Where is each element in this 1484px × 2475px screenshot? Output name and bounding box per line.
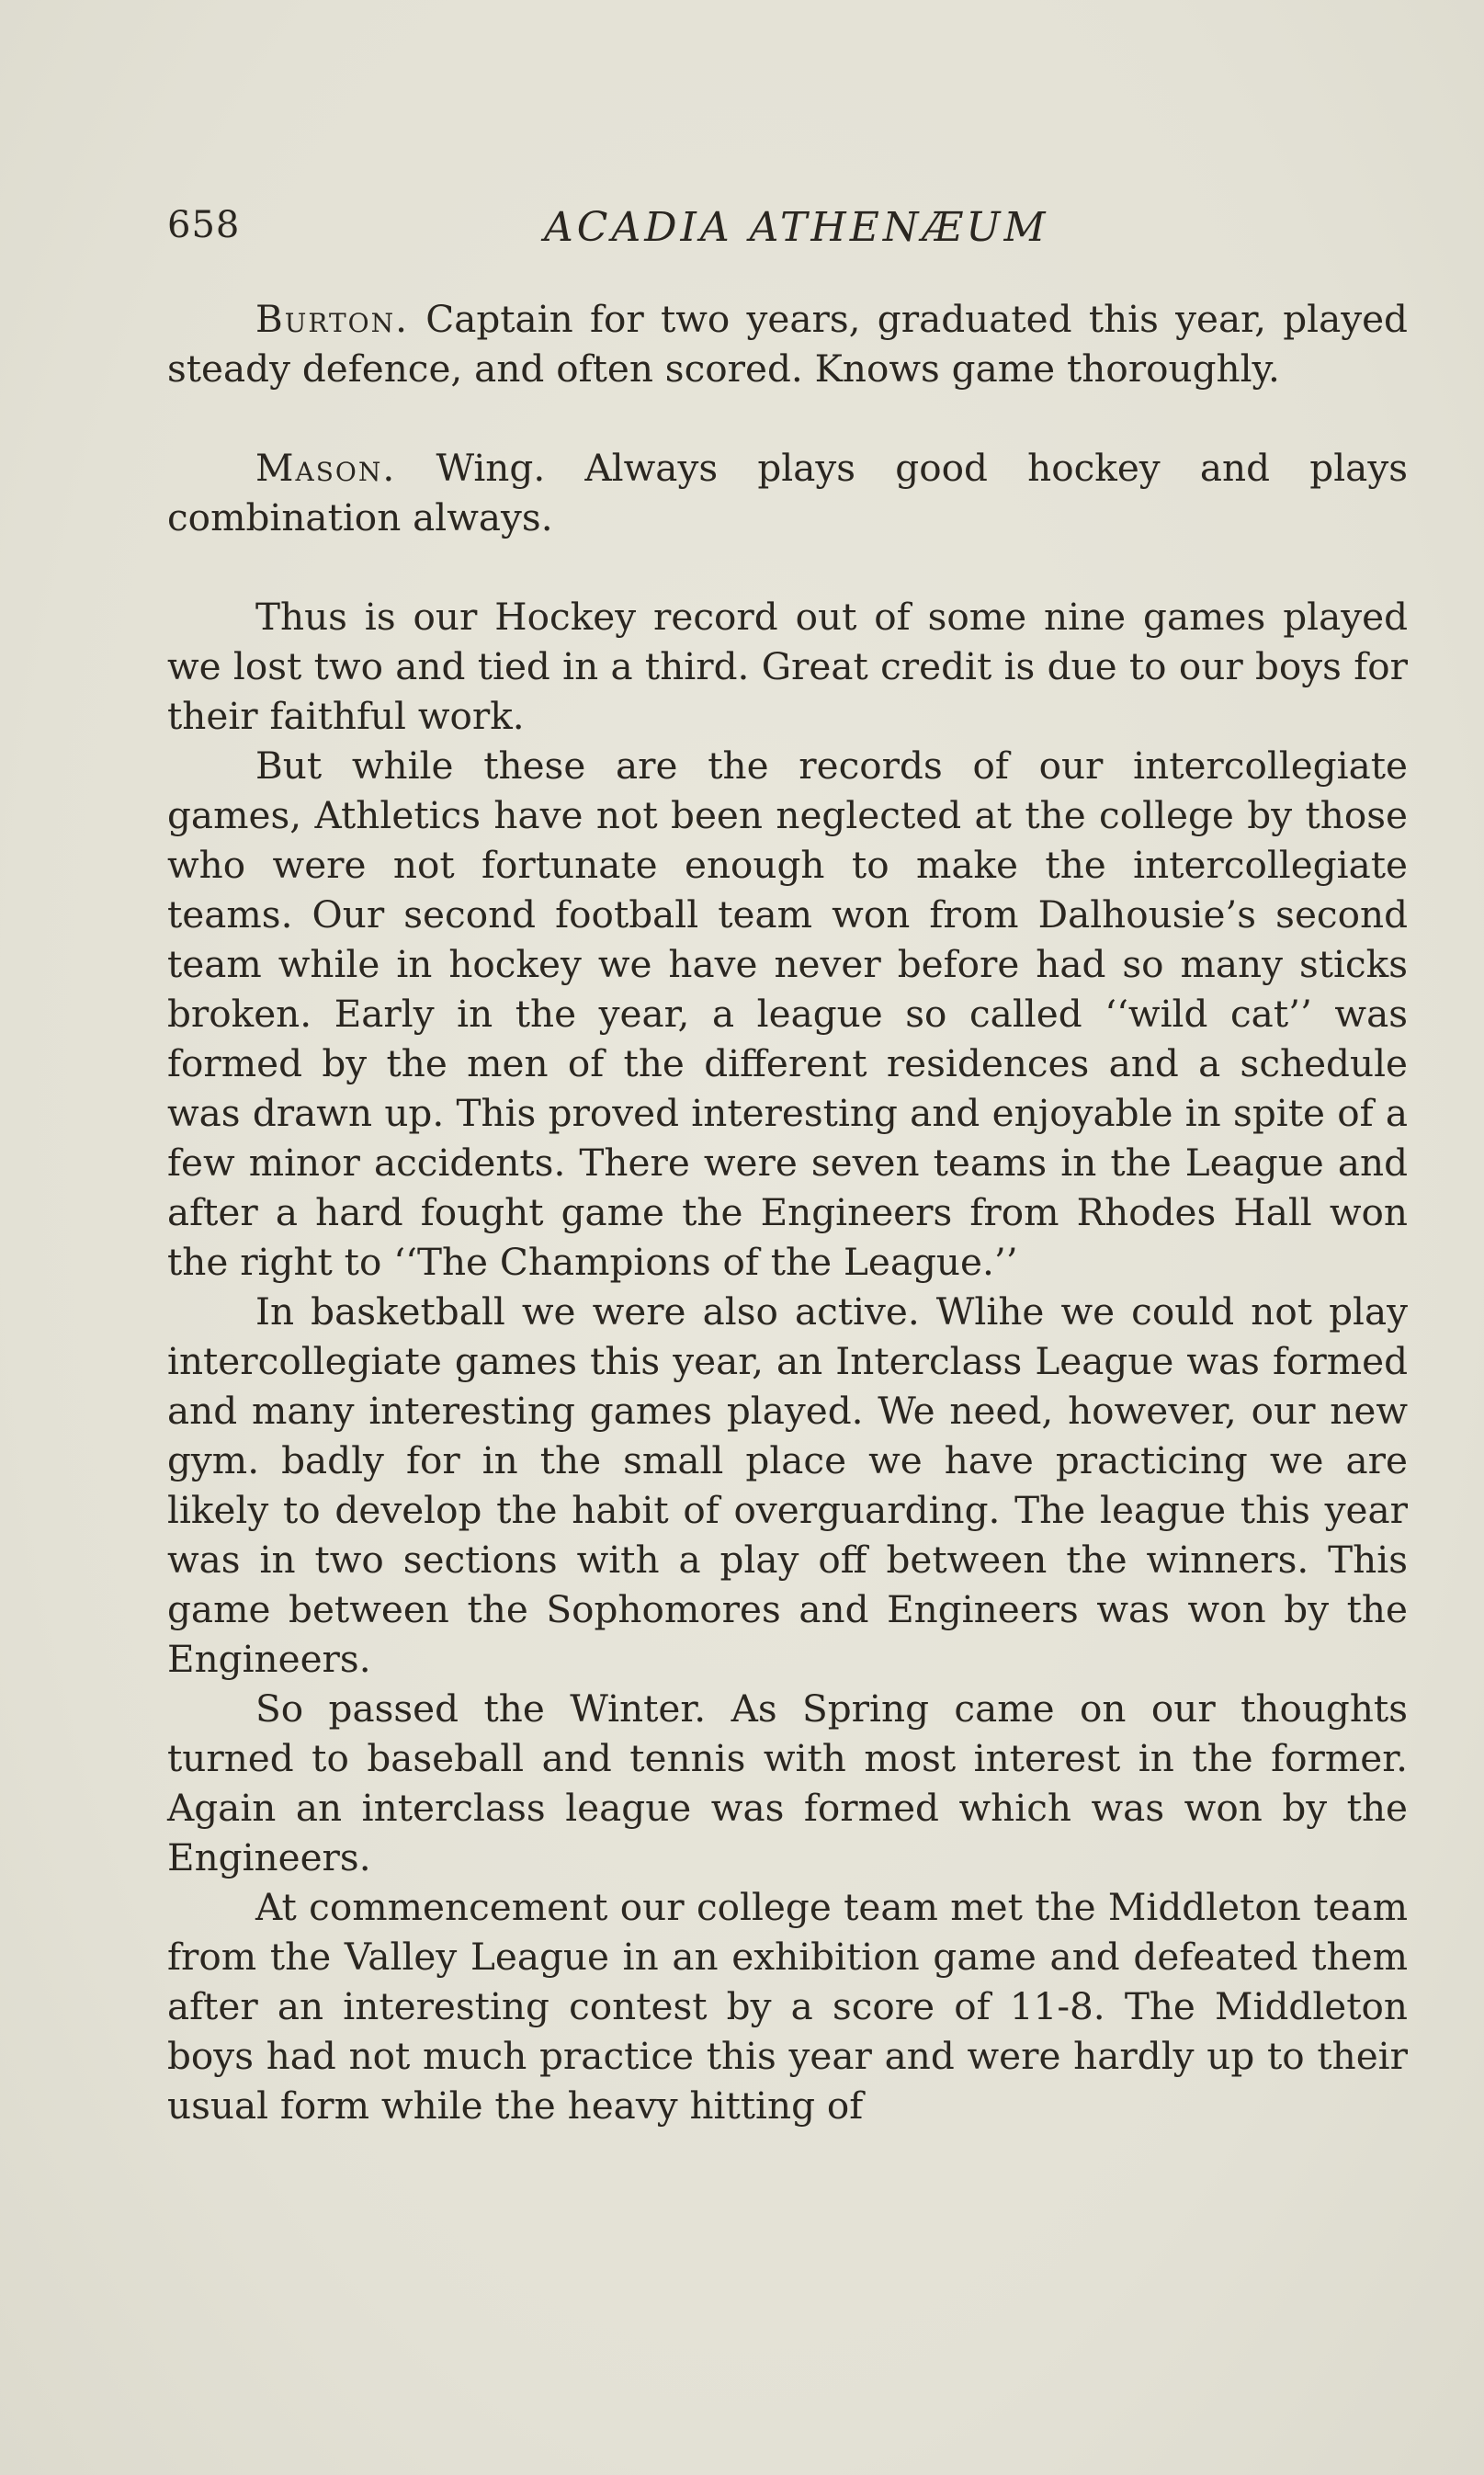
paragraph-hockey-record [167,592,1408,741]
running-title: ACADIA ATHENÆUM [544,204,1049,251]
paragraph-text: Captain for two years, graduated this year, played steady defence, and often scored. Knows game thoroughly. [167,297,1408,391]
page-number: 658 [167,204,241,246]
body-text [167,294,1408,2130]
page-header [167,204,1408,259]
paragraph-intramural [167,741,1408,1287]
paragraph-mason [167,443,1408,542]
paragraph-commencement [167,1882,1408,2130]
paragraph-text: So passed the Winter. As Spring came on our thoughts turned to baseball and tennis with most interest in the former. Again an interclass league was formed which was won by the Engineers. [167,1686,1408,1879]
paragraph-basketball [167,1287,1408,1684]
paragraph-text: At commencement our college team met the Middleton team from the Valley League in an exhibition game and defeated them after an interesting contest by a score of 11-8. The Middleton boys had not much practice this year and were hardly up to their usual form while the heavy hitting of [167,1885,1408,2128]
paragraph-spring [167,1684,1408,1882]
player-name: Mason. [255,446,397,490]
paragraph-text: But while these are the records of our intercollegiate games, Athletics have not been neglected at the college by those who were not fortunate enough to make the intercollegiate teams. Our second football team won from Dalhousie’s second team while in hockey we have never before had so many sticks broken. Early in the year, a league so called ‘‘wild cat’’ was formed by the men of the different residences and a schedule was drawn up. This proved interesting and enjoyable in spite of a few minor accidents. There were seven teams in the League and after a hard fought game the Engineers from Rhodes Hall won the right to ‘‘The Champions of the League.’’ [167,744,1408,1284]
paragraph-burton [167,294,1408,393]
paragraph-text: In basketball we were also active. Wlihe we could not play intercollegiate games this year, an Interclass League was formed and many interesting games played. We need, however, our new gym. badly for in the small place we have practicing we are likely to develop the habit of overguarding. The league this year was in two sections with a play off between the winners. This game between the Sophomores and Engineers was won by the Engineers. [167,1289,1408,1681]
paragraph-text: Thus is our Hockey record out of some nine games played we lost two and tied in a third. Great credit is due to our boys for their faithful work. [167,595,1408,738]
player-name: Burton. [255,297,409,341]
paragraph-text: Wing. Always plays good hockey and plays combination always. [167,446,1408,539]
